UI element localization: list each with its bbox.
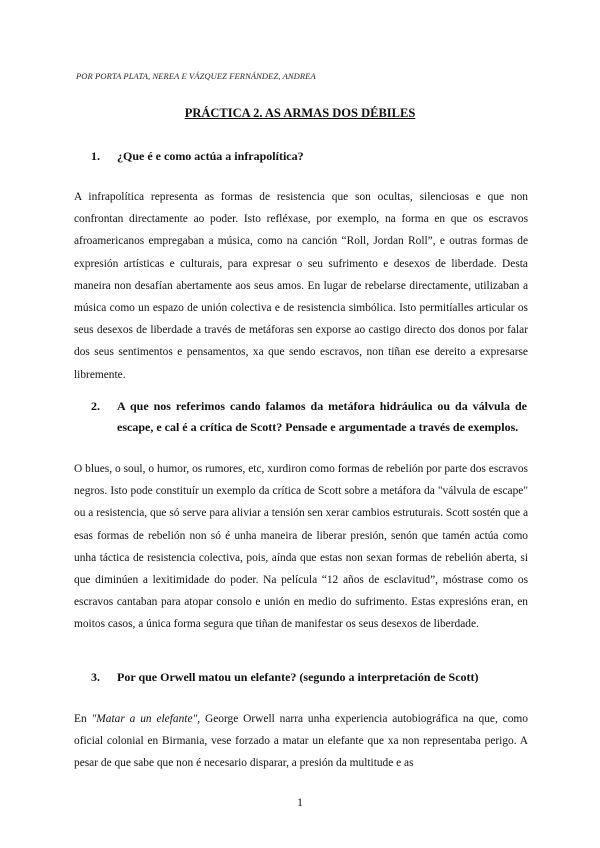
answer-paragraph-2: O blues, o soul, o humor, os rumores, etc, xurdiron como formas de rebelión por parte dos escravos negros. Isto pode constituír un exemplo da crítica de Scott sobre a metáfora da "válvula de escape" ou a resistencia, que só serve para aliviar a tensión sen xerar cambios estruturais. Scott sostén que a esas formas de rebelión non só é unha maneira de liberar presión, senón que tamén actúa como unha táctica de resistencia colectiva, pois, aínda que estas non sexan formas de rebelión aberta, si que diminúen a lexitimidade do poder. Na película “12 años de esclavitud”, móstrase como os escravos cantaban para atopar consolo e unión en medio do sufrimento. Estas expresións eran, en moitos casos, a única forma segura que tiñan de manifestar os seus desexos de liberdade. bbox=[74, 463, 528, 631]
paragraph-lead: En bbox=[74, 713, 92, 725]
author-line: POR PORTA PLATA, NEREA E VÁZQUEZ FERNÁNDEZ, ANDREA bbox=[76, 71, 316, 81]
page-number: 1 bbox=[297, 795, 303, 809]
question-number: 2. bbox=[91, 399, 100, 413]
question-number: 1. bbox=[91, 149, 100, 163]
question-text: Por que Orwell matou un elefante? (segundo a interpretación de Scott) bbox=[117, 670, 479, 684]
question-heading-2 bbox=[91, 396, 527, 438]
question-number: 3. bbox=[91, 670, 100, 684]
answer-paragraph-1: A infrapolítica representa as formas de resistencia que son ocultas, silenciosas e que non confrontan directamente ao poder. Isto refléxase, por exemplo, na forma en que os escravos afroamericanos empregaban a música, como na canción “Roll, Jordan Roll”, e outras formas de expresión artísticas e culturais, para expresar o seu sufrimento e desexos de liberdade. Desta maneira non desafían abertamente aos seus amos. En lugar de rebelarse directamente, utilizaban a música como un espazo de unión colectiva e de resistencia simbólica. Isto permitíalles articular os seus desexos de liberdade a través de metáforas sen exporse ao castigo directo dos donos por falar dos seus sentimentos e pensamentos, xa que sendo escravos, non tiñan ese dereito a expresarse libremente. bbox=[74, 191, 528, 381]
question-text: ¿Que é e como actúa a infrapolítica? bbox=[117, 149, 304, 163]
paragraph-body: , George Orwell narra unha experiencia autobiográfica na que, como oficial colonial en Birmania, vese forzado a matar un elefante que xa non representaba perigo. A pesar de que sabe que non é necesario disparar, a presión da multitude e as bbox=[74, 713, 528, 770]
answer-paragraph-3 bbox=[74, 708, 528, 775]
page-title: PRÁCTICA 2. AS ARMAS DOS DÉBILES bbox=[184, 106, 416, 120]
question-text: A que nos referimos cando falamos da metáfora hidráulica ou da válvula de escape, e cal é a crítica de Scott? Pensade e argumentade a través de exemplos. bbox=[117, 399, 527, 434]
book-title: "Matar a un elefante" bbox=[91, 713, 198, 725]
